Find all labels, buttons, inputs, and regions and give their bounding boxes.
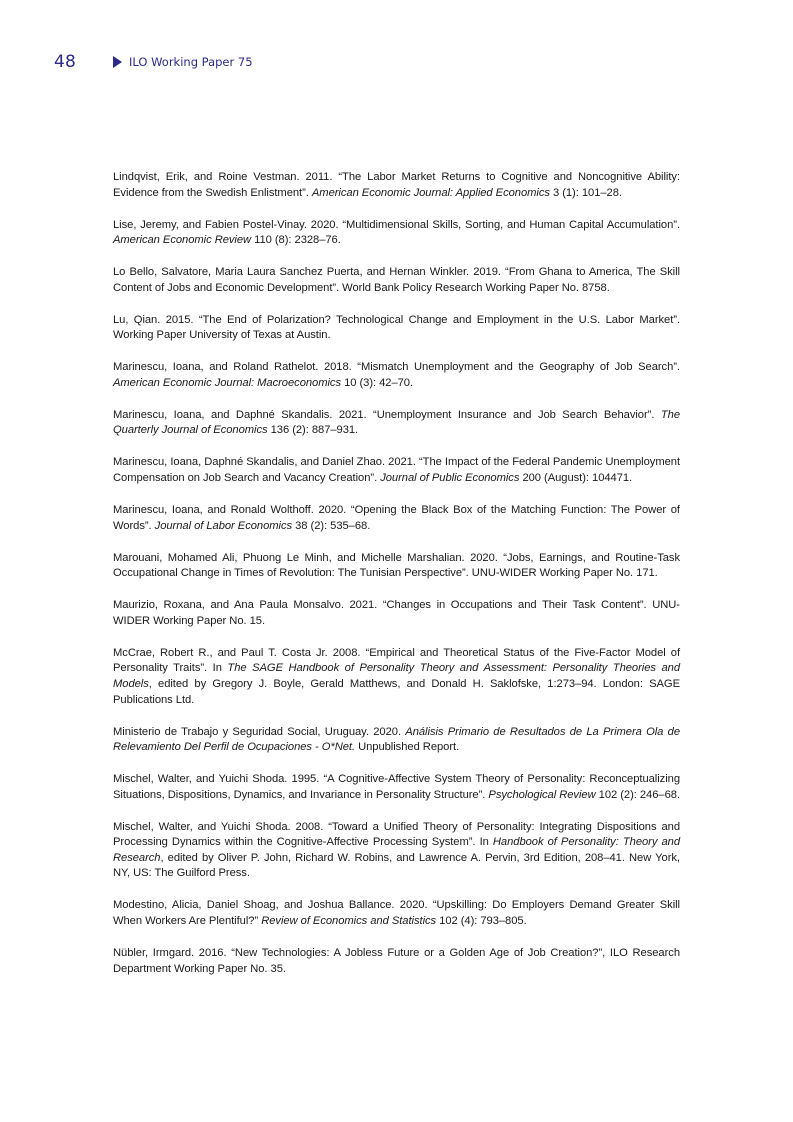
reference-entry: [113, 313, 680, 344]
reference-text: Marouani, Mohamed Ali, Phuong Le Minh, and Michelle Marshalian. 2020. “Jobs, Earnings, and Routine-Task Occupational Change in Times of Revolution: The Tunisian Perspective”. UNU-WIDER Working Paper No. 171.: [113, 551, 680, 580]
reference-entry: [113, 820, 680, 882]
page-number: 48: [54, 52, 77, 72]
reference-italic-title: Psychological Review: [488, 788, 596, 801]
reference-text: Ministerio de Trabajo y Seguridad Social, Uruguay. 2020.: [113, 725, 406, 738]
reference-italic-title: The SAGE Handbook of Personality Theory and Assessment: Personality Theories and Models: [113, 662, 680, 690]
reference-text: Lo Bello, Salvatore, Maria Laura Sanchez Puerta, and Hernan Winkler. 2019. “From Ghana to America, The Skill Content of Jobs and Economic Development”. World Bank Policy Research Working Paper No. 8758.: [113, 266, 680, 294]
reference-text: , edited by Gregory J. Boyle, Gerald Matthews, and Donald H. Saklofske, 1:273–94. London: SAGE Publications Ltd.: [113, 677, 680, 706]
reference-entry: [113, 725, 680, 756]
reference-text: Maurizio, Roxana, and Ana Paula Monsalvo. 2021. “Changes in Occupations and Their Task Content”. UNU-WIDER Working Paper No. 15.: [113, 599, 680, 627]
reference-text: McCrae, Robert R., and Paul T. Costa Jr. 2008. “Empirical and Theoretical Status of the Five-Factor Model of Personality Traits”. In: [113, 646, 680, 675]
reference-entry: [113, 551, 680, 582]
reference-entry: [113, 946, 680, 977]
reference-entry: [113, 503, 680, 534]
reference-entry: [113, 408, 680, 439]
reference-text: Unpublished Report.: [355, 741, 460, 754]
reference-text: Modestino, Alicia, Daniel Shoag, and Joshua Ballance. 2020. “Upskilling: Do Employers Demand Greater Skill When Workers Are Plentiful?”: [113, 899, 680, 928]
reference-italic-title: Análisis Primario de Resultados de La Primera Ola de Relevamiento Del Perfil de Ocupaciones - O*Net.: [113, 725, 680, 754]
reference-italic-title: American Economic Review: [113, 234, 252, 247]
triangle-right-icon: [113, 56, 122, 68]
reference-entry: [113, 218, 680, 249]
reference-italic-title: The Quarterly Journal of Economics: [113, 408, 680, 437]
reference-text: Marinescu, Ioana, and Roland Rathelot. 2018. “Mismatch Unemployment and the Geography of Job Search”.: [113, 361, 680, 374]
reference-text: Lise, Jeremy, and Fabien Postel-Vinay. 2020. “Multidimensional Skills, Sorting, and Human Capital Accumulation”.: [113, 218, 680, 231]
reference-entry: [113, 360, 680, 391]
reference-entry: [113, 646, 680, 708]
reference-text: Marinescu, Ioana, Daphné Skandalis, and Daniel Zhao. 2021. “The Impact of the Federal Pandemic Unemployment Compensation on Job Search and Vacancy Creation”.: [113, 456, 680, 485]
reference-text: 110 (8): 2328–76.: [251, 234, 341, 247]
reference-text: Lu, Qian. 2015. “The End of Polarization? Technological Change and Employment in the U.S. Labor Market”. Working Paper University of Texas at Austin.: [113, 313, 680, 342]
reference-text: Nübler, Irmgard. 2016. “New Technologies: A Jobless Future or a Golden Age of Job Creation?”, ILO Research Department Working Paper No. 35.: [113, 947, 680, 975]
reference-italic-title: Journal of Public Economics: [380, 472, 520, 485]
reference-text: Marinescu, Ioana, and Daphné Skandalis. 2021. “Unemployment Insurance and Job Search Behavior”.: [113, 408, 661, 421]
reference-text: Mischel, Walter, and Yuichi Shoda. 2008. “Toward a Unified Theory of Personality: Integrating Dispositions and Processing Dynamics within the Cognitive-Affective Processing System”. In: [113, 820, 680, 849]
reference-text: 10 (3): 42–70.: [341, 376, 414, 389]
reference-entry: [113, 455, 680, 486]
running-title: [113, 55, 253, 69]
reference-text: Marinescu, Ioana, and Ronald Wolthoff. 2020. “Opening the Black Box of the Matching Function: The Power of Words”.: [113, 504, 680, 532]
reference-italic-title: American Economic Journal: Macroeconomics: [113, 376, 342, 389]
reference-italic-title: Handbook of Personality: Theory and Research: [113, 836, 680, 864]
reference-text: Lindqvist, Erik, and Roine Vestman. 2011. “The Labor Market Returns to Cognitive and Noncognitive Ability: Evidence from the Swedish Enlistment”.: [113, 171, 680, 199]
reference-entry: [113, 598, 680, 629]
reference-text: 102 (4): 793–805.: [436, 915, 527, 928]
reference-text: Mischel, Walter, and Yuichi Shoda. 1995. “A Cognitive-Affective System Theory of Personality: Reconceptualizing Situations, Dispositions, Dynamics, and Invariance in Personality Structure”.: [113, 773, 680, 801]
reference-italic-title: Review of Economics and Statistics: [261, 915, 437, 928]
reference-text: , edited by Oliver P. John, Richard W. Robins, and Lawrence A. Pervin, 3rd Edition, 208–41. New York, NY, US: The Guilford Press.: [113, 851, 680, 880]
page-header: [0, 52, 793, 76]
reference-text: 38 (2): 535–68.: [292, 519, 371, 532]
reference-entry: [113, 772, 680, 803]
reference-italic-title: American Economic Journal: Applied Economics: [311, 186, 550, 199]
reference-text: 102 (2): 246–68.: [595, 788, 680, 801]
running-title-text: ILO Working Paper 75: [129, 55, 253, 69]
reference-text: 136 (2): 887–931.: [267, 424, 359, 437]
reference-list: [113, 170, 680, 994]
reference-italic-title: Journal of Labor Economics: [154, 519, 293, 532]
reference-text: 200 (August): 104471.: [519, 472, 633, 485]
reference-entry: [113, 898, 680, 929]
reference-entry: [113, 265, 680, 296]
reference-text: 3 (1): 101–28.: [549, 186, 622, 199]
reference-entry: [113, 170, 680, 201]
